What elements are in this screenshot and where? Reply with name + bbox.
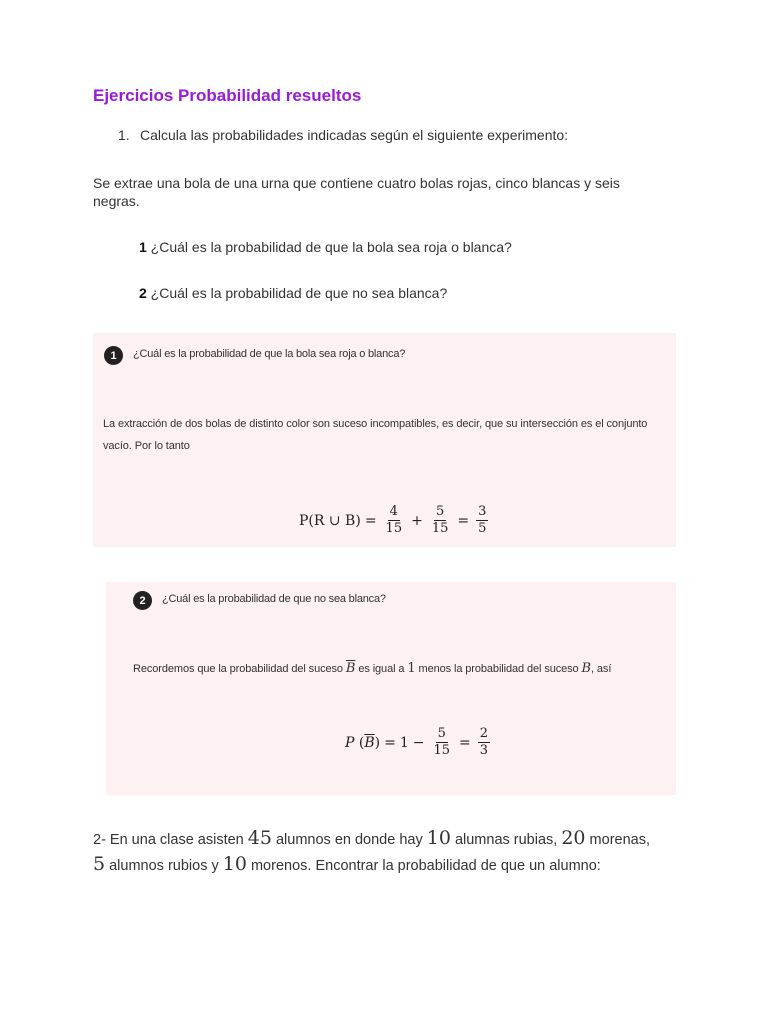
fraction: $\frac{4}{15}$ bbox=[385, 504, 403, 536]
fraction: $\frac{3}{5}$ bbox=[478, 504, 487, 536]
question-number: 2 bbox=[139, 285, 147, 301]
page-title: Ejercicios Probabilidad resueltos bbox=[93, 86, 362, 105]
fraction: $\frac{5}{15}$ bbox=[431, 504, 449, 536]
question-text: ¿Cuál es la probabilidad de que no sea blanca? bbox=[146, 285, 448, 301]
fraction: $\frac{5}{15}$ bbox=[433, 726, 451, 758]
solution-explanation: Recordemos que la probabilidad del suceso $\overline{B}$ es igual a 1 menos la probabilidad del suceso B, así bbox=[133, 661, 612, 676]
solution-box-1 bbox=[93, 333, 676, 547]
question-number: 1 bbox=[139, 239, 147, 255]
question-2 bbox=[139, 285, 447, 301]
number-badge: 2 bbox=[133, 591, 152, 610]
statement-text: Calcula las probabilidades indicadas según el siguiente experimento: bbox=[140, 127, 569, 143]
solution-box-2 bbox=[106, 582, 676, 795]
question-text: ¿Cuál es la probabilidad de que la bola sea roja o blanca? bbox=[146, 239, 512, 255]
solution-question: ¿Cuál es la probabilidad de que no sea blanca? bbox=[162, 593, 386, 605]
formula-1: P(R ∪ B) = $\frac{4}{15}$ + $\frac{5}{15}$ = $\frac{3}{5}$ bbox=[299, 504, 487, 536]
solution-question: ¿Cuál es la probabilidad de que la bola sea roja o blanca? bbox=[133, 348, 406, 360]
solution-explanation: La extracción de dos bolas de distinto color son suceso incompatibles, es decir, que su intersección es el conjunto vacío. Por lo tanto bbox=[103, 418, 648, 452]
list-number: 1. bbox=[118, 127, 130, 143]
fraction: $\frac{2}{3}$ bbox=[479, 726, 489, 758]
exercise-2-statement: 2- En una clase asisten 45 alumnos en donde hay 10 alumnas rubias, 20 morenas, 5 alumnos rubios y 10 morenos. Encontrar la probabilidad de que un alumno: bbox=[93, 827, 651, 875]
exercise-1-statement bbox=[118, 127, 568, 143]
exercise-1-context: Se extrae una bola de una urna que contiene cuatro bolas rojas, cinco blancas y seis negras. bbox=[93, 175, 620, 209]
formula-lhs: P(R ∪ B) bbox=[299, 512, 361, 529]
formula-2: P ( $\overline{B}$ ) = 1 − $\frac{5}{15}$ = $\frac{2}{3}$ bbox=[345, 726, 489, 758]
number-badge: 1 bbox=[104, 346, 123, 365]
question-1 bbox=[139, 239, 512, 255]
